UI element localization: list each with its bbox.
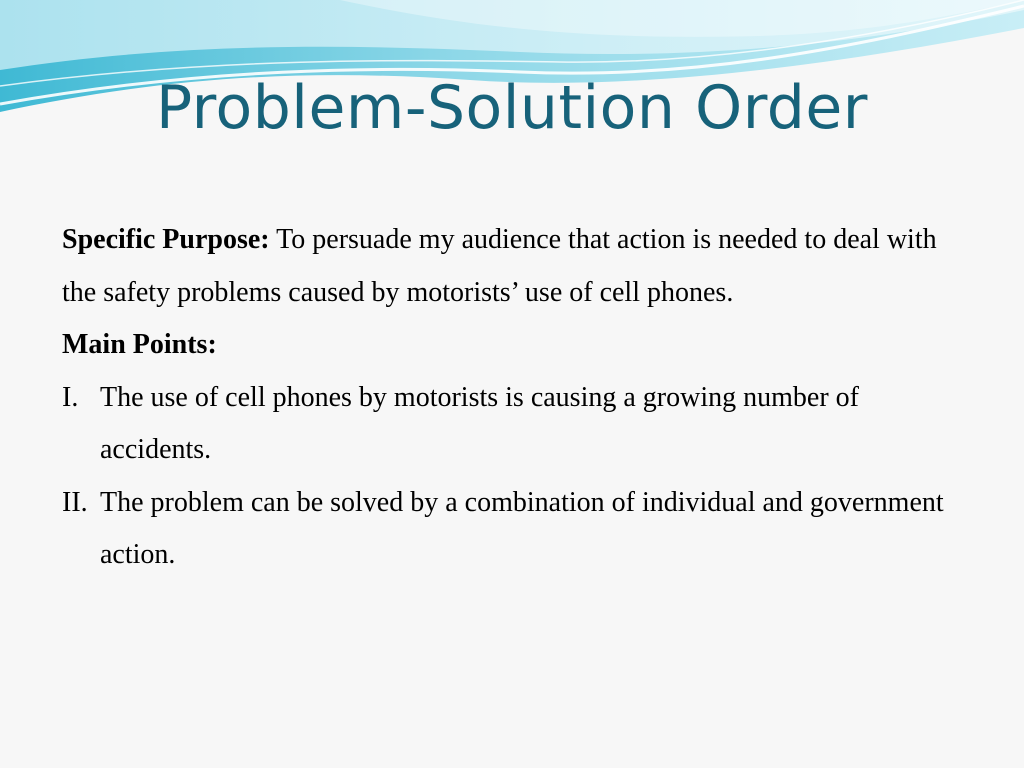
main-point-text: The problem can be solved by a combination of individual and government action. (100, 486, 944, 570)
slide-title: Problem-Solution Order (156, 73, 868, 143)
specific-purpose-paragraph (62, 214, 962, 319)
main-point-item (62, 477, 962, 582)
main-point-text: The use of cell phones by motorists is causing a growing number of accidents. (100, 381, 859, 465)
main-point-item (62, 372, 962, 477)
main-points-label: Main Points: (62, 329, 217, 360)
main-point-numeral: II. (62, 486, 88, 518)
main-point-numeral: I. (62, 381, 79, 413)
slide-body (62, 214, 962, 582)
specific-purpose-text: To persuade my audience that action is needed to deal with the safety problems caused by motorists’ use of cell phones. (62, 224, 937, 308)
specific-purpose-label: Specific Purpose: (62, 224, 270, 255)
